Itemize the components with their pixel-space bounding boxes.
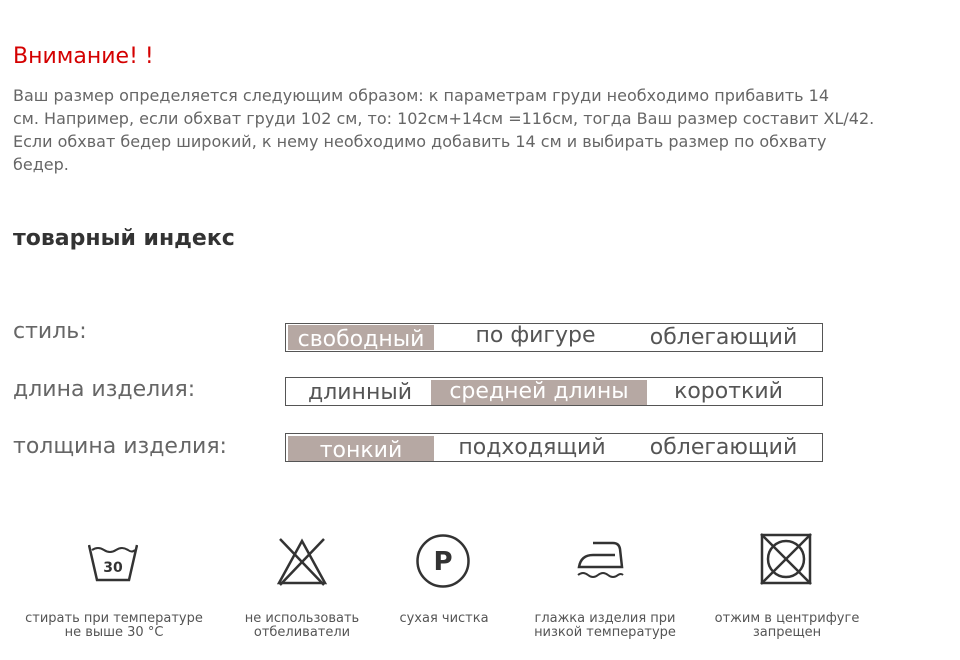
wash-temp-text: 30 [103,560,123,576]
care-label-iron [505,612,705,640]
low-iron-icon [575,535,625,581]
care-label-line: отжим в центрифуге [714,611,860,626]
care-label-line: низкой температуре [534,625,676,640]
no-bleach-icon [276,537,328,587]
care-label-line: запрещен [752,625,822,640]
length-option-long: длинный [307,380,412,405]
size-note [13,84,903,176]
care-label-line: стирать при температуре [25,611,203,626]
style-option-fitted: по фигуре [475,323,596,348]
style-scale [285,323,823,352]
size-note-line: см. Например, если обхват груди 102 см, то: 102см+14см =116см, тогда Ваш размер составит XL/42. [13,109,875,128]
thickness-scale [285,433,823,462]
warning-title: Внимание! ! [13,44,154,69]
thickness-label: толщина изделия: [13,434,227,459]
size-note-line: Если обхват бедер широкий, к нему необходимо добавить 14 см и выбирать размер по обхвату [13,132,827,151]
size-note-line: Ваш размер определяется следующим образом: к параметрам груди необходимо прибавить 14 [13,86,830,105]
no-tumble-dry-icon [759,532,813,586]
length-scale [285,377,823,406]
thickness-option-thin: тонкий [288,436,434,461]
thickness-option-tight: облегающий [649,435,798,460]
length-option-short: короткий [674,379,783,404]
dry-clean-icon [415,533,471,589]
wash-30-icon [88,541,138,585]
thickness-option-suitable: подходящий [458,435,606,460]
care-label-line: глажка изделия при [534,611,676,626]
product-index-title: товарный индекс [13,226,235,251]
care-label-line: не выше 30 °C [64,625,164,640]
care-label-spin [687,612,887,640]
style-option-loose: свободный [288,325,434,350]
style-option-tight: облегающий [649,325,798,350]
care-label-line: сухая чистка [399,611,489,626]
care-label-line: не использовать [244,611,360,626]
length-option-medium: средней длины [431,380,647,405]
care-label-wash [14,612,214,640]
size-note-line: бедер. [13,155,69,174]
style-label: стиль: [13,319,87,344]
dry-clean-symbol: P [433,547,453,577]
care-label-line: отбеливатели [253,625,351,640]
length-label: длина изделия: [13,377,196,402]
